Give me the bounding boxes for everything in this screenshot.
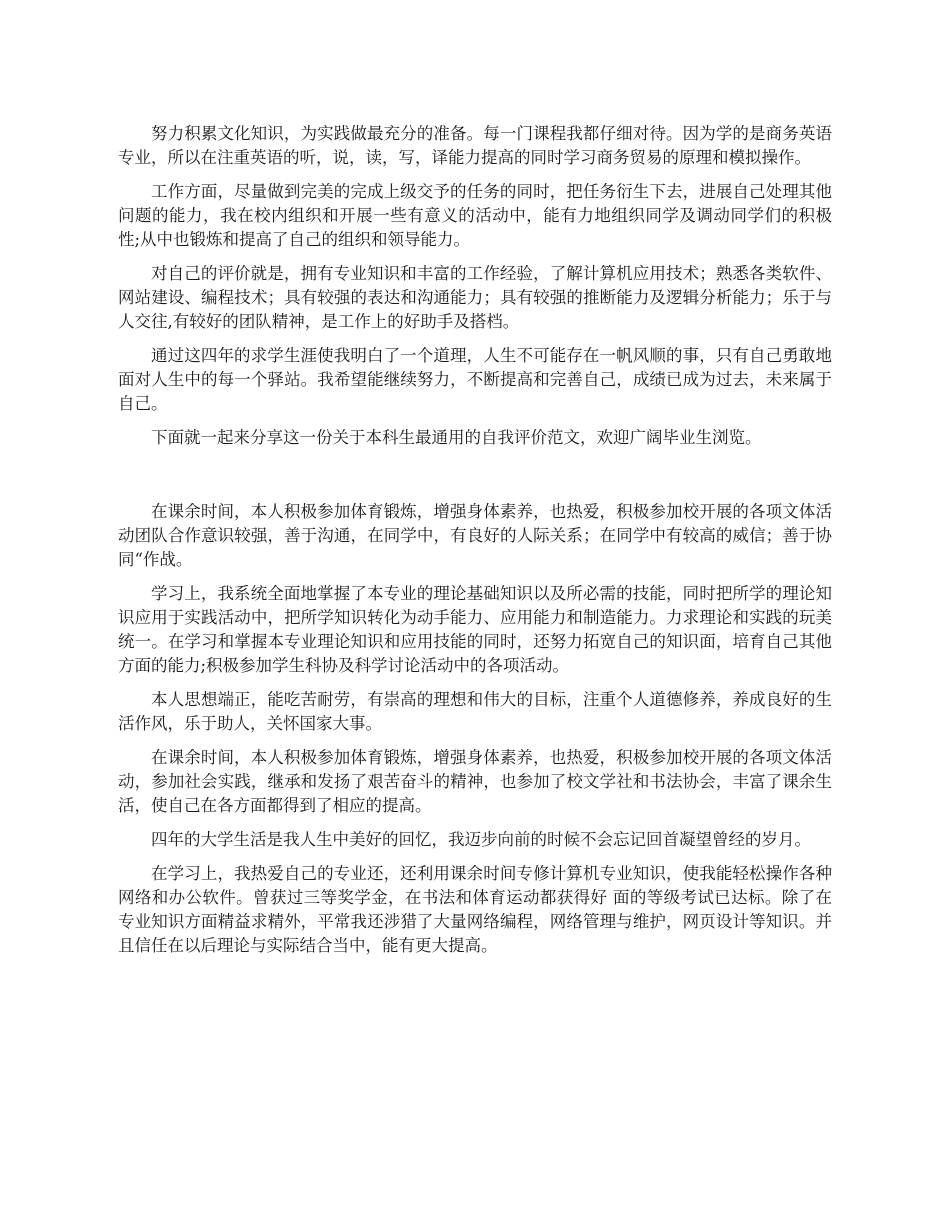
paragraph-four-years: 通过这四年的求学生涯使我明白了一个道理，人生不可能存在一帆风顺的事，只有自己勇敢地面对人生中的每一个驿站。我希望能继续努力，不断提高和完善自己，成绩已成为过去，未来属于自己。 <box>118 346 832 413</box>
section-gap <box>118 450 832 500</box>
paragraph-self-evaluation: 对自己的评价就是，拥有专业知识和丰富的工作经验，了解计算机应用技术；熟悉各类软件、网站建设、编程技术；具有较强的表达和沟通能力；具有较强的推断能力及逻辑分析能力；乐于与人交往,有较好的团队精神，是工作上的好助手及搭档。 <box>118 264 832 331</box>
paragraph-spare-time-sports: 在课余时间，本人积极参加体育锻炼，增强身体素养，也热爱，积极参加校开展的各项文体活动团队合作意识较强，善于沟通，在同学中，有良好的人际关系；在同学中有较高的威信；善于协同“作战。 <box>118 502 832 569</box>
paragraph-work: 工作方面，尽量做到完美的完成上级交予的任务的同时，把任务衍生下去，进展自己处理其他问题的能力，我在校内组织和开展一些有意义的活动中，能有力地组织同学及调动同学们的积极性;从中也锻炼和提高了自己的组织和领导能力。 <box>118 182 832 249</box>
spacer <box>118 416 832 426</box>
spacer <box>118 334 832 344</box>
spacer <box>118 818 832 828</box>
spacer <box>118 252 832 262</box>
spacer <box>118 736 832 746</box>
spacer <box>118 678 832 688</box>
paragraph-intro-share: 下面就一起来分享这一份关于本科生最通用的自我评价范文，欢迎广阔毕业生浏览。 <box>151 428 762 447</box>
paragraph-spare-time-activities: 在课余时间，本人积极参加体育锻炼，增强身体素养，也热爱，积极参加校开展的各项文体活动，参加社会实践，继承和发扬了艰苦奋斗的精神，也参加了校文学社和书法协会，丰富了课余生活，使自己在各方面都得到了相应的提高。 <box>118 748 832 815</box>
spacer <box>118 572 832 582</box>
paragraph-learning: 学习上，我系统全面地掌握了本专业的理论基础知识以及所必需的技能，同时把所学的理论知识应用于实践活动中，把所学知识转化为动手能力、应用能力和制造能力。力求理论和实践的玩美统一。在学习和掌握本专业理论知识和应用技能的同时，还努力拓宽自己的知识面，培育自己其他方面的能力;积极参加学生科协及科学讨论活动中的各项活动。 <box>118 584 832 675</box>
paragraph-character: 本人思想端正，能吃苦耐劳，有崇高的理想和伟大的目标，注重个人道德修养，养成良好的生活作风，乐于助人，关怀国家大事。 <box>118 690 832 733</box>
paragraph-computer-skills: 在学习上，我热爱自己的专业还，还利用课余时间专修计算机专业知识，使我能轻松操作各种网络和办公软件。曾获过三等奖学金，在书法和体育运动都获得好 面的等级考试已达标。除了在专业知识方面精益求精外，平常我还涉猎了大量网络编程，网络管理与维护，网页设计等知识。并且信任在以后理论与实际结合当中，能有更大提高。 <box>118 864 832 955</box>
paragraph-university-memories: 四年的大学生活是我人生中美好的回忆，我迈步向前的时候不会忘记回首凝望曾经的岁月。 <box>151 830 811 849</box>
spacer <box>118 852 832 862</box>
spacer <box>118 170 832 180</box>
paragraph-study: 努力积累文化知识，为实践做最充分的准备。每一门课程我都仔细对待。因为学的是商务英语专业，所以在注重英语的听，说，读，写，译能力提高的同时学习商务贸易的原理和模拟操作。 <box>118 124 832 167</box>
